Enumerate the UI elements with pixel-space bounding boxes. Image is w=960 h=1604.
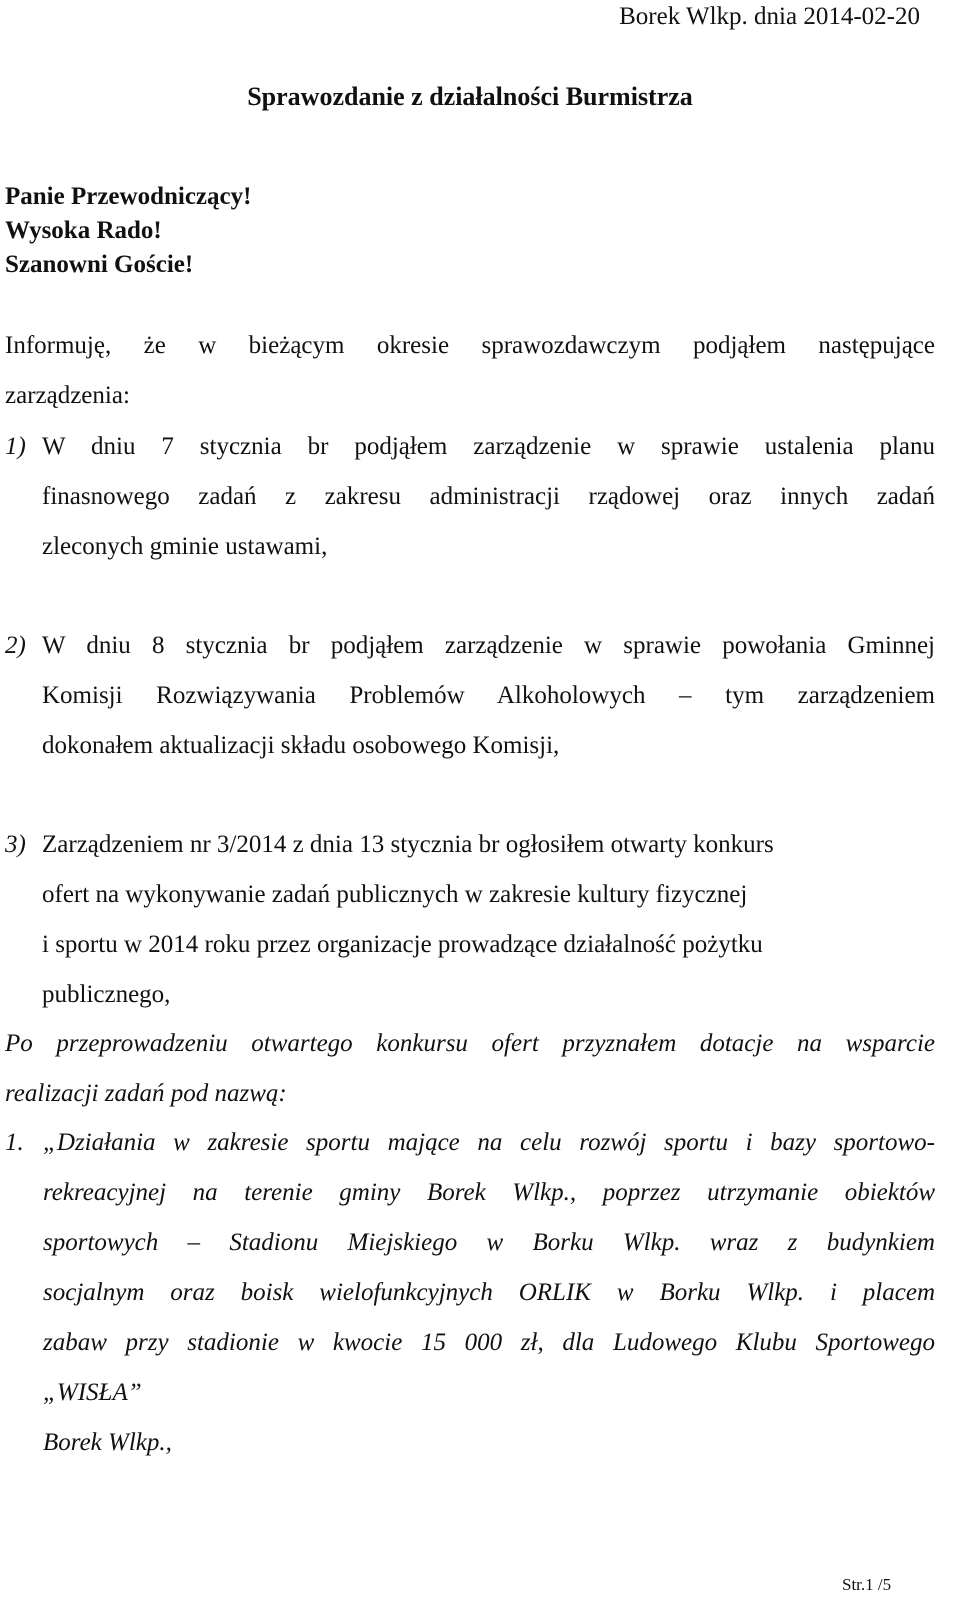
- grant-item-line: socjalnym oraz boisk wielofunkcyjnych ORLIK w Borku Wlkp. i placem: [43, 1279, 935, 1306]
- grant-item-number: 1.: [5, 1129, 24, 1156]
- list-item-number: 2): [5, 632, 26, 659]
- greeting-chairman: Panie Przewodniczący!: [5, 183, 252, 210]
- document-date: Borek Wlkp. dnia 2014-02-20: [619, 3, 920, 30]
- grant-item-line: „Działania w zakresie sportu mające na celu rozwój sportu i bazy sportowo-: [43, 1129, 935, 1156]
- intro-paragraph: [5, 321, 935, 421]
- grant-intro-line: Po przeprowadzeniu otwartego konkursu ofert przyznałem dotacje na wsparcie: [5, 1030, 935, 1057]
- list-item: [5, 422, 935, 572]
- grant-item-line: zabaw przy stadionie w kwocie 15 000 zł, dla Ludowego Klubu Sportowego: [43, 1329, 935, 1356]
- grant-intro-paragraph: [5, 1019, 935, 1119]
- grant-item-line: rekreacyjnej na terenie gminy Borek Wlkp., poprzez utrzymanie obiektów: [43, 1179, 935, 1206]
- list-item-line: i sportu w 2014 roku przez organizacje prowadzące działalność pożytku: [42, 931, 763, 958]
- list-item-line: zleconych gminie ustawami,: [42, 533, 328, 560]
- list-item-line: Zarządzeniem nr 3/2014 z dnia 13 stycznia br ogłosiłem otwarty konkurs: [42, 831, 774, 858]
- list-item-line: publicznego,: [42, 981, 171, 1008]
- list-item-line: W dniu 8 stycznia br podjąłem zarządzenie w sprawie powołania Gminnej: [42, 632, 935, 659]
- intro-line: zarządzenia:: [5, 382, 130, 409]
- page-number: Str.1 /5: [842, 1575, 892, 1594]
- list-item: [5, 820, 935, 1020]
- greeting-council: Wysoka Rado!: [5, 217, 162, 244]
- list-item-line: W dniu 7 stycznia br podjąłem zarządzenie w sprawie ustalenia planu: [42, 433, 935, 460]
- list-item-number: 3): [5, 831, 26, 858]
- grant-item: [5, 1118, 935, 1468]
- greeting-guests: Szanowni Goście!: [5, 251, 194, 278]
- list-item-line: Komisji Rozwiązywania Problemów Alkoholowych – tym zarządzeniem: [42, 682, 935, 709]
- grant-item-line: Borek Wlkp.,: [43, 1429, 172, 1456]
- list-item-line: ofert na wykonywanie zadań publicznych w zakresie kultury fizycznej: [42, 881, 748, 908]
- list-item-line: finasnowego zadań z zakresu administracji rządowej oraz innych zadań: [42, 483, 935, 510]
- document-title: Sprawozdanie z działalności Burmistrza: [247, 82, 693, 111]
- grant-item-line: sportowych – Stadionu Miejskiego w Borku Wlkp. wraz z budynkiem: [43, 1229, 935, 1256]
- list-item: [5, 621, 935, 771]
- list-item-line: dokonałem aktualizacji składu osobowego Komisji,: [42, 732, 560, 759]
- grant-intro-line: realizacji zadań pod nazwą:: [5, 1080, 287, 1107]
- grant-item-line: „WISŁA”: [43, 1379, 142, 1406]
- intro-line: Informuję, że w bieżącym okresie sprawozdawczym podjąłem następujące: [5, 332, 935, 359]
- list-item-number: 1): [5, 433, 26, 460]
